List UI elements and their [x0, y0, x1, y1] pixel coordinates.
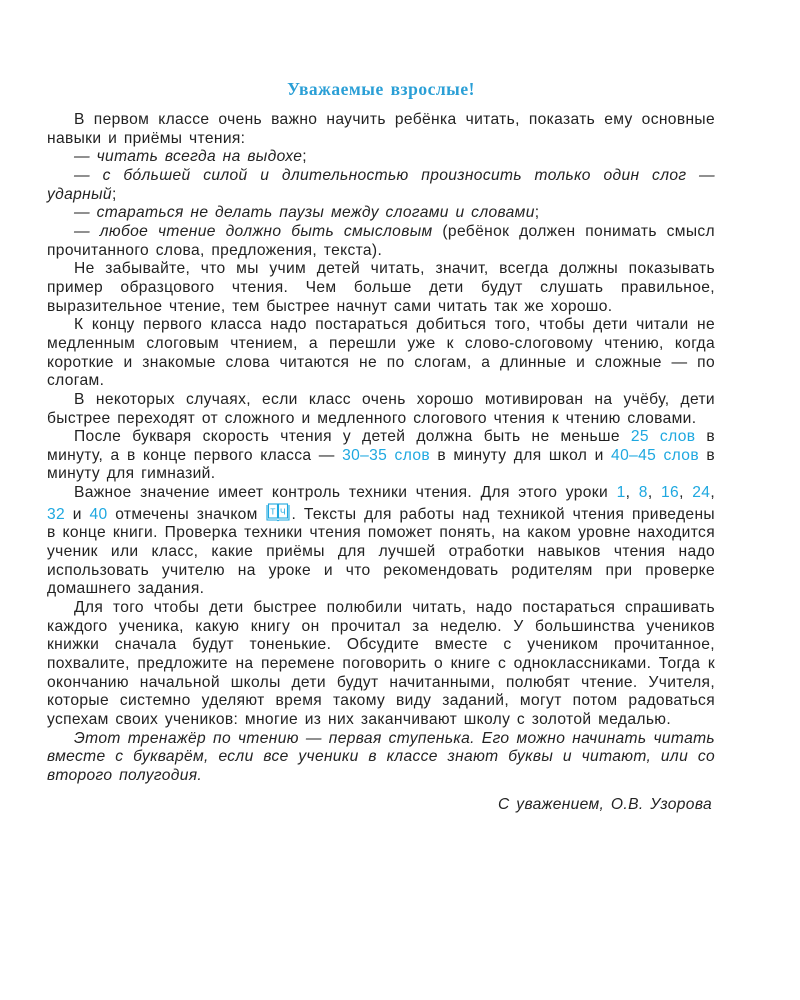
text-fragment: Важное значение имеет контроль техники чтения. Для этого уроки — [74, 484, 617, 502]
trainer-note-text: Этот тренажёр по чтению — первая ступенька. Его можно начинать читать вместе с букварём, если все ученики в классе знают буквы и читают, или со второго полугодия. — [47, 729, 715, 784]
reading-rule-text: — стараться не делать паузы между слогами и словами — [74, 204, 535, 222]
separator: , — [647, 484, 662, 502]
reading-rule — [47, 167, 715, 204]
text-fragment: После букваря скорость чтения у детей должна быть не меньше — [74, 428, 631, 446]
text-fragment: в минуту, а в конце первого класса — — [47, 428, 715, 464]
speed-highlight: 30–35 слов — [342, 446, 430, 464]
page-title: Уважаемые взрослые! — [287, 79, 475, 99]
reading-rule-tail: ; — [302, 148, 307, 166]
paragraph-motivation: В некоторых случаях, если класс очень хорошо мотивирован на учёбу, дети быстрее переходят от сложного и медленного слогового чтения к чтению словами. — [47, 390, 715, 427]
icon-letter: Ч — [280, 506, 287, 517]
speed-highlight: 40–45 слов — [611, 446, 699, 464]
paragraph-reading-speed — [47, 428, 715, 484]
separator: , — [679, 484, 693, 502]
separator: , — [710, 484, 716, 502]
lesson-number: 1 — [616, 484, 626, 502]
reading-rule — [47, 148, 715, 167]
reading-rule-tail: ; — [534, 204, 540, 222]
paragraph-example-reading: Не забывайте, что мы учим детей читать, значит, всегда должны показывать пример образцового чтения. Чем больше дети будут слушать правильное, выразительное чтение, тем быстрее начнут сами читать так же хорошо. — [47, 260, 715, 315]
text-fragment: . Тексты для работы над техникой чтения приведены в конце книги. Проверка техники чтения поможет понять, на каком уровне находится ученик или класс, какие приёмы для лучшей отработки навыков чтения надо использовать учителю на уроке и что рекомендовать родителям при проверке домашнего задания. — [47, 505, 715, 598]
speed-highlight: 25 слов — [630, 428, 696, 446]
text-fragment: в минуту для гимназий. — [47, 446, 715, 483]
conjunction: и — [65, 505, 90, 523]
reading-rule-tail: (ребёнок должен понимать смысл прочитанного слова, предложения, текста). — [47, 222, 716, 259]
document-page — [47, 78, 715, 814]
lesson-number: 24 — [692, 484, 711, 502]
reading-rule-tail: ; — [111, 185, 117, 203]
reading-rule-text: — с бо́льшей силой и длительностью произносить только один слог — ударный — [47, 166, 715, 203]
paragraph-intro: В первом классе очень важно научить ребёнка читать, показать ему основные навыки и приёмы чтения: — [47, 111, 715, 147]
icon-letter: Т — [270, 506, 277, 517]
reading-rule — [47, 223, 715, 260]
separator: , — [625, 484, 639, 502]
lesson-number: 40 — [89, 505, 108, 523]
lesson-number: 16 — [661, 484, 680, 502]
paragraph-first-class-goal: К концу первого класса надо постараться добиться того, чтобы дети читали не медленным слоговым чтением, а перешли уже к слово-слоговому чтению, когда короткие и знакомые слова читаются не по слогам, а длинные и сложные — по слогам. — [47, 316, 715, 390]
paragraph-trainer-note — [47, 730, 715, 786]
text-fragment: отмечены значком — [107, 505, 266, 523]
paragraph-technique-control — [47, 484, 715, 599]
paragraph-book-discussion: Для того чтобы дети быстрее полюбили читать, надо постараться спрашивать каждого ученика, какую книгу он прочитал за неделю. У большинства учеников книжки сначала будут тоненькие. Обсудите вместе с учеником прочитанное, похвалите, предложите на перемене поговорить о книге с одноклассниками. Тогда к окончанию начальной школы дети будут начитанными, полюбят чтение. Учителя, которые системно уделяют время такому виду заданий, могут потом радоваться успехам своих учеников: многие из них заканчивают школу с золотой медалью. — [47, 599, 715, 728]
lesson-number: 8 — [638, 484, 648, 502]
text-fragment: в минуту для школ и — [429, 446, 612, 464]
book-tch-icon — [266, 503, 290, 522]
reading-rule-text: — читать всегда на выдохе — [74, 148, 303, 166]
reading-rule-text: — любое чтение должно быть смысловым — [74, 222, 433, 240]
lesson-number: 32 — [47, 505, 66, 523]
reading-rule — [47, 204, 715, 223]
signature: С уважением, О.В. Узорова — [498, 795, 712, 813]
